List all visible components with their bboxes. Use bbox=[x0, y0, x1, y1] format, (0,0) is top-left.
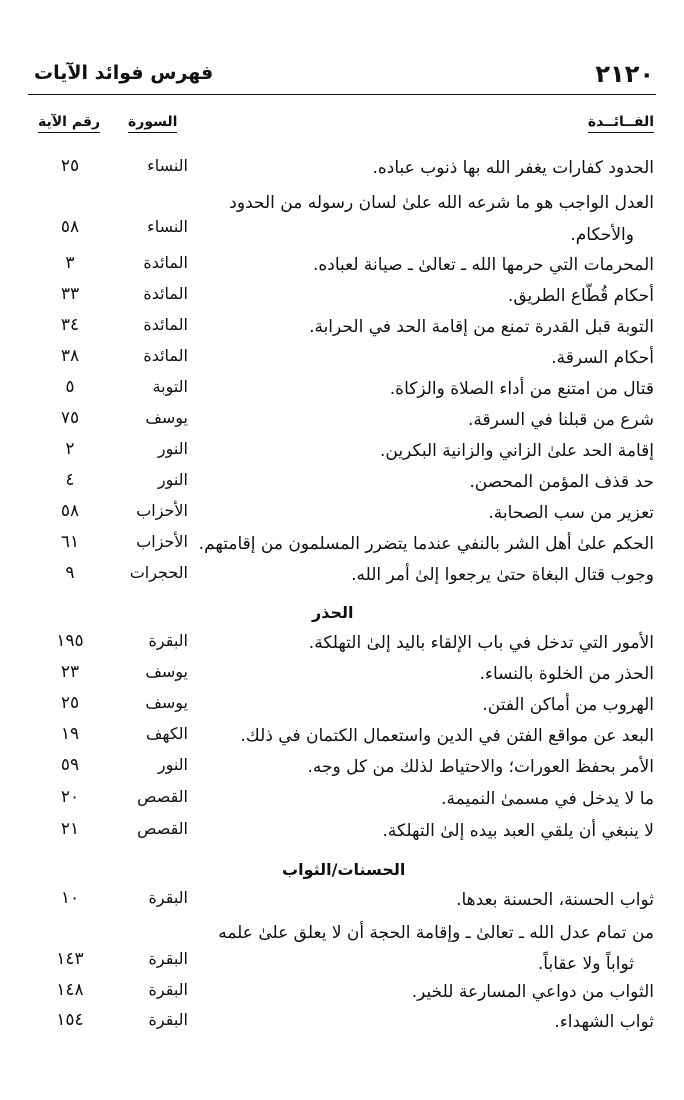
topic-text: ثواب الحسنة، الحسنة بعدها. bbox=[456, 890, 654, 910]
section-title: الحذر bbox=[312, 603, 354, 622]
topic-text: ثواب الشهداء. bbox=[554, 1012, 654, 1032]
surah-name: المائدة bbox=[143, 346, 188, 365]
ayah-number: ٢٥ bbox=[60, 156, 80, 176]
table-row bbox=[0, 528, 684, 560]
surah-name: الأحزاب bbox=[136, 501, 188, 520]
topic-text: الأمر بحفظ العورات؛ والاحتياط لذلك من كل وجه. bbox=[307, 757, 654, 777]
surah-name: يوسف bbox=[145, 693, 188, 712]
topic-text: حد قذف المؤمن المحصن. bbox=[469, 472, 654, 492]
surah-name: الحجرات bbox=[129, 563, 188, 582]
topic-text: المحرمات التي حرمها الله ـ تعالىٰ ـ صيانة لعباده. bbox=[312, 255, 654, 275]
ayah-number: ٥٨ bbox=[60, 217, 80, 237]
topic-text: لا ينبغي أن يلقي العبد بيده إلىٰ التهلكة. bbox=[382, 821, 654, 841]
ayah-number: ٥ bbox=[65, 377, 75, 397]
topic-text: الهروب من أماكن الفتن. bbox=[482, 695, 654, 715]
ayah-number: ٥٨ bbox=[60, 501, 80, 521]
surah-name: النور bbox=[157, 470, 188, 489]
surah-name: المائدة bbox=[143, 253, 188, 272]
topic-text: الحكم علىٰ أهل الشر بالنفي عندما يتضرر المسلمون من إقامتهم. bbox=[198, 534, 654, 554]
table-row bbox=[0, 435, 684, 467]
ayah-number: ٢٥ bbox=[60, 693, 80, 713]
table-row bbox=[0, 249, 684, 281]
table-row bbox=[0, 884, 684, 916]
topic-text: الحدود كفارات يغفر الله بها ذنوب عباده. bbox=[372, 158, 654, 178]
topic-text: أحكام السرقة. bbox=[551, 348, 654, 368]
surah-name: البقرة bbox=[148, 631, 188, 650]
surah-name: البقرة bbox=[148, 949, 188, 968]
surah-name: القصص bbox=[137, 819, 188, 838]
header-rule bbox=[28, 94, 656, 95]
surah-name: القصص bbox=[137, 787, 188, 806]
ayah-number: ٧٥ bbox=[60, 408, 80, 428]
table-row bbox=[0, 280, 684, 312]
table-row bbox=[0, 720, 684, 752]
ayah-number: ٥٩ bbox=[60, 755, 80, 775]
topic-text: الأمور التي تدخل في باب الإلقاء باليد إلىٰ التهلكة. bbox=[308, 633, 654, 653]
topic-text: من تمام عدل الله ـ تعالىٰ ـ وإقامة الحجة أن لا يعلق علىٰ علمه bbox=[218, 923, 654, 943]
surah-name: يوسف bbox=[145, 408, 188, 427]
topic-text: أحكام قُطّاع الطريق. bbox=[507, 286, 654, 306]
topic-text: التوبة قبل القدرة تمنع من إقامة الحد في الحرابة. bbox=[309, 317, 654, 337]
table-row bbox=[0, 917, 684, 981]
ayah-number: ٢٠ bbox=[60, 787, 80, 807]
ayah-number: ٣٨ bbox=[60, 346, 80, 366]
surah-name: البقرة bbox=[148, 980, 188, 999]
surah-name: الأحزاب bbox=[136, 532, 188, 551]
topic-text: الحذر من الخلوة بالنساء. bbox=[479, 664, 654, 684]
ayah-number: ٢١ bbox=[60, 819, 80, 839]
page-number: ٢١٢٠ bbox=[595, 60, 654, 88]
column-header-topic: الفــائــدة bbox=[588, 114, 654, 133]
topic-text: الثواب من دواعي المسارعة للخير. bbox=[411, 982, 654, 1002]
surah-name: البقرة bbox=[148, 888, 188, 907]
ayah-number: ١٩٥ bbox=[56, 631, 84, 651]
table-row bbox=[0, 627, 684, 659]
table-row bbox=[0, 751, 684, 783]
table-row bbox=[0, 152, 684, 184]
ayah-number: ٣٤ bbox=[60, 315, 80, 335]
table-row bbox=[0, 976, 684, 1008]
surah-name: الكهف bbox=[145, 724, 188, 743]
table-row bbox=[0, 658, 684, 690]
section-title: الحسنات/الثواب bbox=[282, 860, 406, 879]
ayah-number: ٣٣ bbox=[60, 284, 80, 304]
ayah-number: ١٤٣ bbox=[56, 949, 84, 969]
ayah-number: ٤ bbox=[65, 470, 75, 490]
surah-name: يوسف bbox=[145, 662, 188, 681]
table-row bbox=[0, 497, 684, 529]
topic-text-continuation: والأحكام. bbox=[570, 225, 634, 245]
table-row bbox=[0, 559, 684, 591]
ayah-number: ٩ bbox=[65, 563, 75, 583]
topic-text: تعزير من سب الصحابة. bbox=[488, 503, 654, 523]
ayah-number: ٢ bbox=[65, 439, 75, 459]
running-title: فهرس فوائد الآيات bbox=[34, 62, 214, 84]
table-row bbox=[0, 815, 684, 847]
topic-text-continuation: ثواباً ولا عقاباً. bbox=[537, 954, 634, 974]
table-row bbox=[0, 311, 684, 343]
surah-name: المائدة bbox=[143, 284, 188, 303]
table-row bbox=[0, 404, 684, 436]
surah-name: النور bbox=[157, 439, 188, 458]
table-row bbox=[0, 466, 684, 498]
topic-text: ما لا يدخل في مسمىٰ النميمة. bbox=[441, 789, 654, 809]
topic-text: قتال من امتنع من أداء الصلاة والزكاة. bbox=[389, 379, 654, 399]
column-header-ayah: رقم الآية bbox=[38, 114, 100, 133]
surah-name: البقرة bbox=[148, 1010, 188, 1029]
topic-text: إقامة الحد علىٰ الزاني والزانية البكرين. bbox=[380, 441, 654, 461]
topic-text: شرع من قبلنا في السرقة. bbox=[467, 410, 654, 430]
table-row bbox=[0, 1006, 684, 1038]
ayah-number: ٢٣ bbox=[60, 662, 80, 682]
ayah-number: ١٤٨ bbox=[56, 980, 84, 1000]
surah-name: التوبة bbox=[152, 377, 188, 396]
table-row bbox=[0, 783, 684, 815]
topic-text: العدل الواجب هو ما شرعه الله علىٰ لسان رسوله من الحدود bbox=[229, 193, 654, 213]
topic-text: وجوب قتال البغاة حتىٰ يرجعوا إلىٰ أمر الله. bbox=[351, 565, 654, 585]
topic-text: البعد عن مواقع الفتن في الدين واستعمال الكتمان في ذلك. bbox=[240, 726, 654, 746]
table-row bbox=[0, 187, 684, 251]
table-row bbox=[0, 689, 684, 721]
ayah-number: ١٩ bbox=[60, 724, 80, 744]
table-row bbox=[0, 342, 684, 374]
table-row bbox=[0, 373, 684, 405]
surah-name: النساء bbox=[147, 156, 188, 175]
ayah-number: ١٠ bbox=[60, 888, 80, 908]
ayah-number: ١٥٤ bbox=[56, 1010, 84, 1030]
surah-name: المائدة bbox=[143, 315, 188, 334]
surah-name: النساء bbox=[147, 217, 188, 236]
ayah-number: ٦١ bbox=[60, 532, 80, 552]
ayah-number: ٣ bbox=[65, 253, 75, 273]
surah-name: النور bbox=[157, 755, 188, 774]
column-header-surah: السورة bbox=[128, 114, 177, 133]
